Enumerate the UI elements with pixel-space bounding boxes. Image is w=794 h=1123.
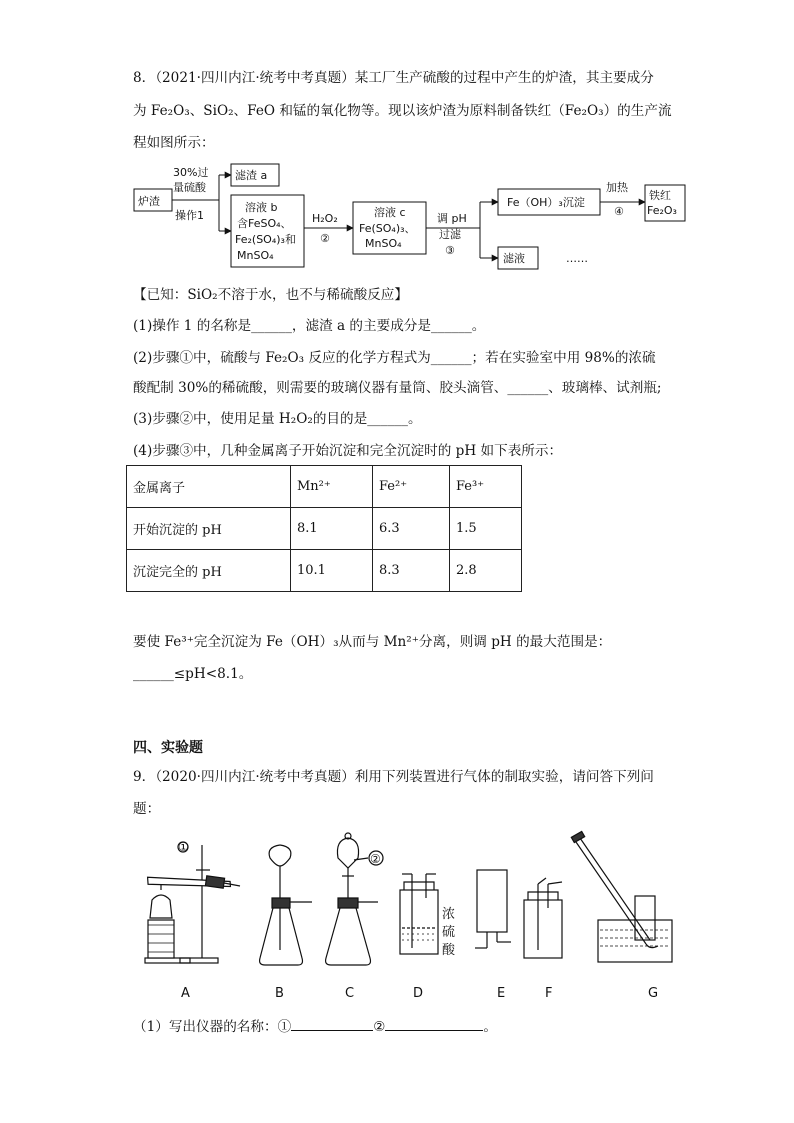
q9-sub1-prefix: （1）写出仪器的名称：① [133, 1019, 292, 1035]
apparatus-b [260, 845, 312, 965]
solution-c-label-3: MnSO₄ [365, 237, 402, 250]
table-row [127, 508, 522, 550]
table-cell: Fe³⁺ [450, 466, 522, 508]
apparatus-label: E [497, 986, 506, 1001]
op1-label: 操作1 [175, 209, 204, 222]
iron-red-label-1: 铁红 [649, 189, 671, 202]
process-flow-diagram [125, 155, 695, 280]
apparatus-d [400, 874, 438, 954]
marker-2: ② [370, 852, 381, 866]
conc-acid-2: 硫 [442, 925, 456, 940]
answer-blank-1[interactable] [291, 1016, 373, 1031]
ph-table [126, 465, 522, 592]
q8-sub3: (3)步骤②中，使用足量 H₂O₂的目的是______。 [133, 411, 422, 427]
filtrate-b-label-3: Fe₂(SO₄)₃和 [235, 233, 296, 246]
filtrate-label: 滤液 [503, 252, 525, 265]
apparatus-g [571, 831, 672, 962]
step3-label: ③ [445, 244, 455, 257]
apparatus-label: G [648, 986, 659, 1001]
q8-after-table: 要使 Fe³⁺完全沉淀为 Fe（OH）₃从而与 Mn²⁺分离，则调 pH 的最大范围是： [133, 634, 612, 650]
q8-line1: 8．（2021·四川内江·统考中考真题）某工厂生产硫酸的过程中产生的炉渣，其主要成分 [133, 70, 654, 86]
table-cell: 10.1 [291, 550, 373, 592]
apparatus-diagram [130, 830, 690, 980]
table-cell: Mn²⁺ [291, 466, 373, 508]
adjust-ph-label-1: 调 pH [437, 212, 467, 225]
ellipsis-label: …… [566, 252, 588, 265]
apparatus-label: F [545, 986, 553, 1001]
table-cell: 1.5 [450, 508, 522, 550]
q8-sub2b: 酸配制 30%的稀硫酸，则需要的玻璃仪器有量筒、胶头滴管、______、玻璃棒、试剂瓶; [133, 380, 662, 396]
table-cell: 8.1 [291, 508, 373, 550]
apparatus-e [475, 870, 511, 948]
iron-red-label-2: Fe₂O₃ [647, 204, 677, 217]
known-note: 【已知：SiO₂不溶于水，也不与稀硫酸反应】 [133, 287, 408, 303]
table-cell: Fe²⁺ [373, 466, 450, 508]
marker-1: ① [178, 840, 189, 854]
step4-label: ④ [614, 205, 624, 218]
conc-acid-3: 酸 [442, 943, 456, 958]
q8-line3: 程如图所示： [133, 135, 215, 151]
q8-line2: 为 Fe₂O₃、SiO₂、FeO 和锰的氧化物等。现以该炉渣为原料制备铁红（Fe₂O₃）的生产流 [133, 103, 672, 119]
table-cell: 金属离子 [127, 466, 291, 508]
table-cell: 6.3 [373, 508, 450, 550]
solution-c-label-2: Fe(SO₄)₃、 [359, 222, 416, 235]
q9-sub1 [133, 1016, 497, 1037]
filtrate-b-label-1: 溶液 b [245, 201, 278, 214]
filtrate-b-label-2: 含FeSO₄、 [237, 217, 292, 230]
heat-label: 加热 [606, 181, 628, 194]
table-cell: 2.8 [450, 550, 522, 592]
table-cell: 沉淀完全的 pH [127, 550, 291, 592]
table-cell: 8.3 [373, 550, 450, 592]
conc-acid-1: 浓 [442, 907, 456, 922]
answer-blank-2[interactable] [385, 1016, 483, 1031]
apparatus-f [524, 878, 562, 958]
q8-sub2a: (2)步骤①中，硫酸与 Fe₂O₃ 反应的化学方程式为______；若在实验室中用 98%的浓硫 [133, 350, 656, 366]
feoh3-label: Fe（OH）₃沉淀 [507, 196, 585, 209]
acid-label-2: 量硫酸 [173, 181, 206, 194]
q9-line1: 9．（2020·四川内江·统考中考真题）利用下列装置进行气体的制取实验，请问答下列问 [133, 769, 654, 785]
step2-label: ② [320, 232, 330, 245]
q9-line2: 题： [133, 801, 161, 817]
adjust-ph-label-2: 过滤 [439, 228, 461, 241]
q9-sub1-mid: ② [373, 1019, 386, 1035]
slag-label: 炉渣 [138, 195, 160, 208]
apparatus-a [145, 842, 240, 963]
table-header-row [127, 466, 522, 508]
apparatus-label: D [413, 986, 424, 1001]
h2o2-label: H₂O₂ [312, 212, 338, 225]
q9-sub1-end: 。 [483, 1019, 497, 1035]
apparatus-label: B [275, 986, 284, 1001]
table-row [127, 550, 522, 592]
solution-c-label-1: 溶液 c [374, 206, 406, 219]
table-cell: 开始沉淀的 pH [127, 508, 291, 550]
q8-sub1: (1)操作 1 的名称是______，滤渣 a 的主要成分是______。 [133, 318, 486, 334]
residue-a-label: 滤渣 a [235, 169, 268, 182]
apparatus-label: A [181, 986, 190, 1001]
section-title: 四、实验题 [133, 740, 203, 756]
acid-label-1: 30%过 [173, 166, 209, 179]
filtrate-b-label-4: MnSO₄ [237, 249, 274, 262]
apparatus-label: C [345, 986, 355, 1001]
q8-answer-line: ______≤pH<8.1。 [133, 666, 253, 682]
q8-sub4: (4)步骤③中，几种金属离子开始沉淀和完全沉淀时的 pH 如下表所示： [133, 443, 563, 459]
